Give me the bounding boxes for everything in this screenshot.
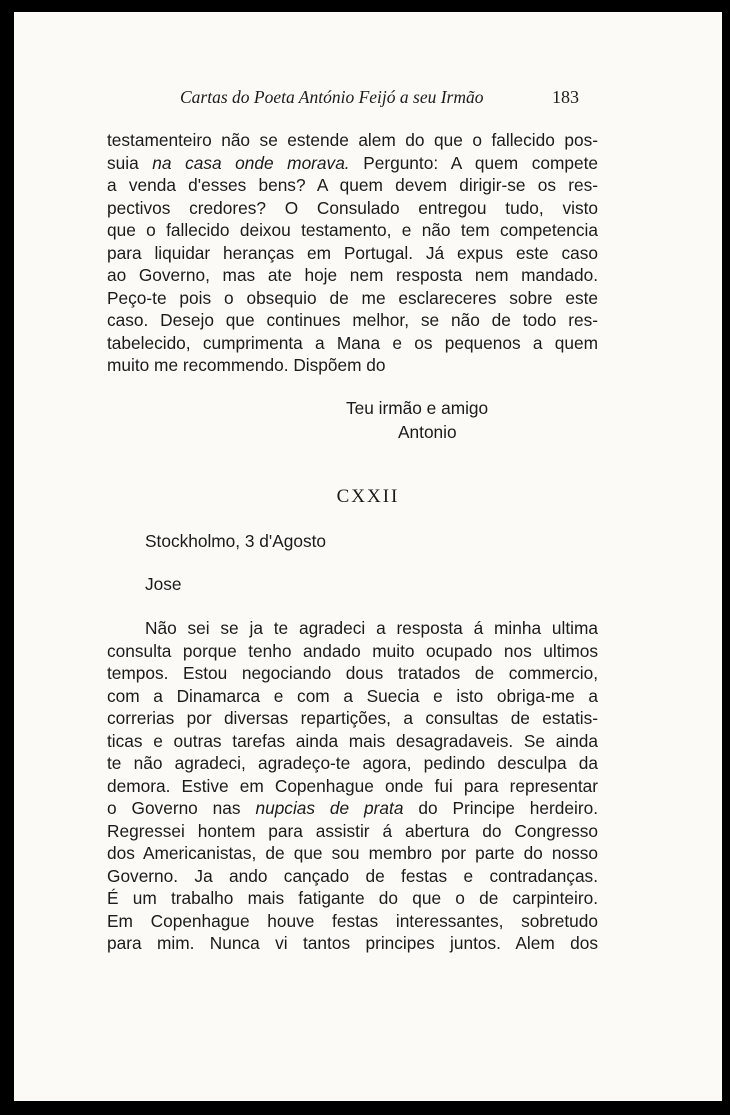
text-line: demora. Estive em Copenhague onde fui para representar bbox=[107, 775, 598, 796]
text-line: a venda d'esses bens? A quem devem dirigir-se os res- bbox=[107, 175, 598, 195]
letter-number: CXXII bbox=[336, 486, 400, 507]
emphasis-text: na casa onde morava. bbox=[152, 152, 350, 173]
text-line: Em Copenhague houve festas interessantes, sobretudo bbox=[107, 910, 598, 931]
dateline: Stockholmo, 3 d'Agosto bbox=[145, 531, 327, 551]
running-title: Cartas do Poeta António Feijó a seu Irmão bbox=[180, 87, 484, 107]
page-number: 183 bbox=[552, 87, 579, 107]
text-line: te não agradeci, agradeço-te agora, pedindo desculpa da bbox=[107, 753, 598, 773]
text-line: Governo. Ja ando cançado de festas e contradanças. bbox=[107, 865, 598, 886]
text-line: caso. Desejo que continues melhor, se não de todo res- bbox=[107, 310, 598, 330]
text-line: com a Dinamarca e com a Suecia e isto obriga-me a bbox=[107, 685, 598, 706]
text-line: correrias por diversas repartições, a consultas de estatis- bbox=[107, 708, 598, 728]
text-line: o Governo nas nupcias de prata do Principe herdeiro. bbox=[107, 798, 598, 818]
emphasis-text: nupcias de prata bbox=[255, 798, 404, 818]
text-line: pectivos credores? O Consulado entregou tudo, visto bbox=[107, 197, 598, 218]
signature-name: Antonio bbox=[398, 422, 457, 442]
text-line: tempos. Estou negociando dous tratados de commercio, bbox=[107, 663, 598, 683]
text-line: ticas e outras tarefas ainda mais desagradaveis. Se ainda bbox=[107, 730, 598, 751]
closing-phrase: Teu irmão e amigo bbox=[346, 398, 489, 418]
text-line: Regressei hontem para assistir á abertura do Congresso bbox=[107, 820, 598, 841]
text-line: Não sei se ja te agradeci a resposta á minha ultima bbox=[145, 618, 598, 638]
text-line: É um trabalho mais fatigante do que o de carpinteiro. bbox=[107, 888, 598, 908]
text-line: para liquidar heranças em Portugal. Já expus este caso bbox=[107, 242, 598, 263]
salutation: Jose bbox=[145, 574, 182, 594]
text-line: suia na casa onde morava. Pergunto: A quem compete bbox=[107, 152, 598, 173]
text-line: que o fallecido deixou testamento, e não tem competencia bbox=[107, 220, 598, 240]
book-page bbox=[14, 12, 722, 1101]
paragraph-continued bbox=[107, 129, 598, 377]
text-line: tabelecido, cumprimenta a Mana e os pequenos a quem bbox=[107, 332, 598, 353]
text-line: ao Governo, mas ate hoje nem resposta nem mandado. bbox=[107, 265, 598, 285]
letter-body bbox=[107, 617, 598, 955]
text-line: muito me recommendo. Dispõem do bbox=[107, 355, 386, 375]
page-header bbox=[14, 84, 722, 114]
text-line: testamenteiro não se estende alem do que o fallecido pos- bbox=[107, 130, 598, 150]
text-line: consulta porque tenho andado muito ocupado nos ultimos bbox=[107, 640, 598, 661]
text-line: Peço-te pois o obsequio de me esclareceres sobre este bbox=[107, 287, 598, 308]
text-line: dos Americanistas, de que sou membro por parte do nosso bbox=[107, 843, 598, 863]
text-line: para mim. Nunca vi tantos principes juntos. Alem dos bbox=[107, 933, 598, 953]
